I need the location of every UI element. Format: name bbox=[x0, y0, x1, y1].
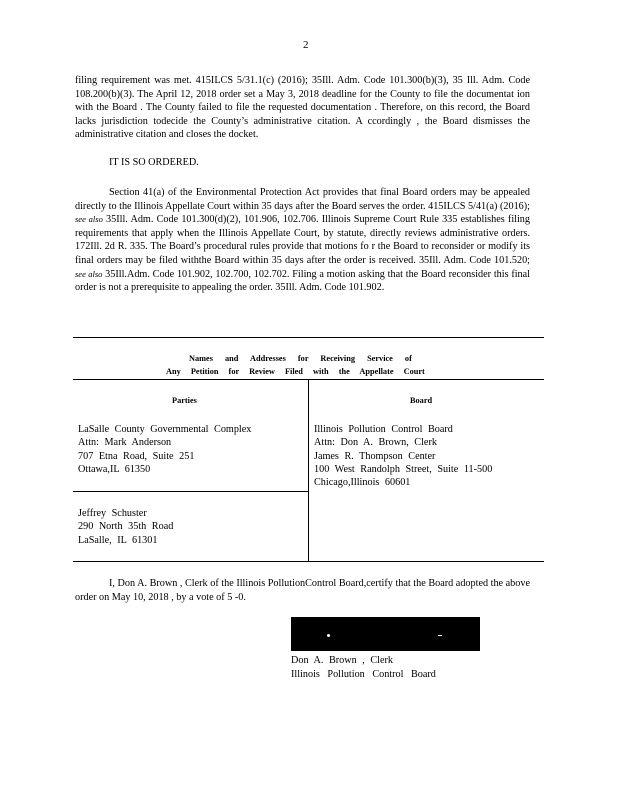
board-line3: James R. Thompson Center bbox=[314, 450, 436, 462]
table-top-rule bbox=[73, 337, 544, 338]
so-ordered: IT IS SO ORDERED. bbox=[109, 157, 199, 168]
table-title-line1: Names and Addresses for Receiving Service of bbox=[189, 354, 412, 363]
board-line1: Illinois Pollution Control Board bbox=[314, 424, 453, 435]
party2-line3: LaSalle, IL 61301 bbox=[78, 534, 158, 546]
party-jeffrey-schuster bbox=[78, 507, 173, 547]
party1-line3: 707 Etna Road, Suite 251 bbox=[78, 450, 195, 462]
board-line2: Attn: Don A. Brown, Clerk bbox=[314, 437, 437, 449]
paragraph-appeal-rights bbox=[75, 186, 530, 295]
see-also-1: see also bbox=[75, 214, 103, 225]
signature-org: Illinois Pollution Control Board bbox=[291, 669, 436, 680]
column-header-board: Board bbox=[410, 396, 433, 405]
party-lasalle-county bbox=[78, 423, 251, 476]
board-line4: 100 West Randolph Street, Suite 11-500 bbox=[314, 463, 493, 475]
signature-dash bbox=[438, 635, 442, 636]
party1-line2: Attn: Mark Anderson bbox=[78, 437, 172, 449]
appeal-text-a: Section 41(a) of the Environmental Protection Act provides that final Board orders may be appealed directly to the Illinois Appellate Court within 35 days after the Board serves the order. 415ILCS 5/41(a) (2016); bbox=[75, 187, 530, 212]
table-bottom-rule bbox=[73, 561, 544, 562]
redacted-signature bbox=[291, 617, 480, 651]
table-column-divider bbox=[308, 379, 309, 561]
board-address bbox=[314, 423, 492, 489]
see-also-2: see also bbox=[75, 268, 103, 279]
column-header-parties: Parties bbox=[172, 396, 197, 405]
certification-paragraph: I, Don A. Brown , Clerk of the Illinois PollutionControl Board,certify that the Board adopted the above order on May 10, 2018 , by a vote of 5 -0. bbox=[75, 578, 530, 603]
board-line5: Chicago,Illinois 60601 bbox=[314, 477, 411, 489]
appeal-text-c: 35Ill.Adm. Code 101.902, 102.700, 102.702. Filing a motion asking that the Board reconsider this final order is not a prerequisite to appealing the order. 35Ill. Adm. Code 101.902. bbox=[75, 268, 531, 294]
party2-line2: 290 North 35th Road bbox=[78, 521, 174, 533]
signature-name: Don A. Brown , Clerk bbox=[291, 655, 393, 666]
party1-line4: Ottawa,IL 61350 bbox=[78, 463, 151, 475]
table-title-line2: Any Petition for Review Filed with the Appellate Court bbox=[166, 367, 425, 376]
page-number: 2 bbox=[303, 39, 309, 51]
party-divider-rule bbox=[73, 491, 308, 492]
appeal-text-b: 35Ill. Adm. Code 101.300(d)(2), 101.906, 102.706. Illinois Supreme Court Rule 335 establishes filing requirements that apply when the Illinois Appellate Court, by statute, directly reviews administrative orders. 172Ill. 2d R. 335. The Board’s procedural rules provide that motions fo r the Board to reconsider or modify its final orders may be filed withthe Board within 35 days after the order is received. 35Ill. Adm. Code 101.520; bbox=[75, 214, 530, 266]
party2-line1: Jeffrey Schuster bbox=[78, 508, 147, 519]
paragraph-jurisdiction: filing requirement was met. 415ILCS 5/31.1(c) (2016); 35Ill. Adm. Code 101.300(b)(3), 35 Ill. Adm. Code 108.200(b)(3). The April 12, 2018 order set a May 3, 2018 deadline for the County to file the documentat ion with the Board . The County failed to file the requested documentation . Therefore, on this record, the Board lacks jurisdiction todecide the County’s administrative citation. A ccordingly , the Board dismisses the administrative citation and closes the docket. bbox=[75, 75, 530, 141]
party1-line1: LaSalle County Governmental Complex bbox=[78, 424, 252, 435]
signature-mark bbox=[327, 634, 330, 637]
